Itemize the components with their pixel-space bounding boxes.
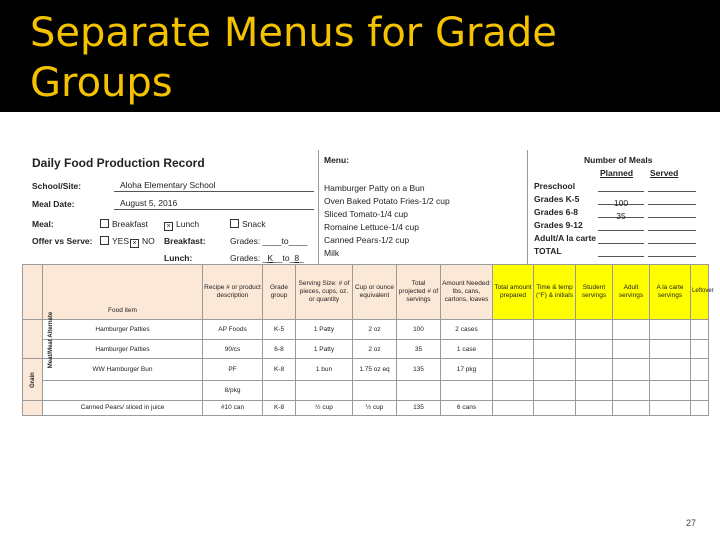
meal-count-served [648, 232, 696, 244]
meals-header: Number of Meals [584, 155, 653, 165]
lunch-grade-to: 8 [294, 253, 300, 263]
cell-recipe: #10 can [203, 400, 263, 415]
meal-count-planned [598, 232, 644, 244]
meal-count-label: Preschool [534, 181, 576, 191]
cell-food: Hamburger Patties [43, 320, 203, 340]
cell-empty [576, 400, 613, 415]
cell-empty [691, 359, 709, 381]
cell-grade: K-8 [263, 359, 296, 381]
table-row [23, 400, 709, 415]
menu-item: Canned Pears-1/2 cup [324, 235, 410, 245]
cell-cup [353, 381, 397, 401]
cell-empty [613, 381, 650, 401]
page-number: 27 [685, 518, 696, 528]
cell-total: 35 [397, 339, 441, 359]
cell-empty [650, 359, 691, 381]
cell-recipe: 90/cs [203, 339, 263, 359]
cell-empty [691, 339, 709, 359]
cell-cup: 1.75 oz eq [353, 359, 397, 381]
meal-count-planned [598, 219, 644, 231]
lunch-grades-label: Lunch: [164, 253, 193, 263]
lunch-grade-from: K [267, 253, 274, 263]
grain-side-label [23, 359, 43, 400]
meal-label: Meal: [32, 219, 54, 229]
cell-empty [534, 339, 576, 359]
production-table [22, 264, 714, 416]
ovs-yes-option [100, 236, 129, 246]
meat-side-label [23, 311, 55, 369]
cell-serving: 1 Patty [296, 339, 353, 359]
school-value: Aloha Elementary School [120, 180, 216, 190]
meal-date-label: Meal Date: [32, 199, 75, 209]
to-label: to [281, 236, 289, 246]
cell-empty [650, 339, 691, 359]
header-time-temp: Time & temp (°F) & initials [534, 265, 576, 320]
served-header: Served [650, 168, 679, 178]
cell-empty [493, 339, 534, 359]
slide-title: Separate Menus for Grade Groups [30, 10, 557, 106]
cell-empty [576, 339, 613, 359]
ovs-label: Offer vs Serve: [32, 236, 93, 246]
meal-date-field [114, 198, 314, 210]
cell-empty [493, 381, 534, 401]
fruit-side-label [23, 400, 43, 415]
cell-total: 100 [397, 320, 441, 340]
header-corner [23, 265, 43, 320]
cell-empty [534, 359, 576, 381]
lunch-option-label: Lunch [176, 219, 200, 229]
cell-total: 135 [397, 359, 441, 381]
lunch-checkbox-checked: × [164, 222, 173, 231]
menu-item: Romaine Lettuce-1/4 cup [324, 222, 419, 232]
cell-total: 135 [397, 400, 441, 415]
cell-recipe: AP Foods [203, 320, 263, 340]
planned-value: 35 [616, 211, 626, 221]
meal-count-planned [598, 193, 644, 208]
ovs-no-option [130, 236, 155, 248]
cell-serving: 1 bun [296, 359, 353, 381]
cell-empty [650, 400, 691, 415]
cell-empty [576, 381, 613, 401]
meal-count-served [648, 180, 696, 192]
meal-count-label: Adult/A la carte [534, 233, 597, 243]
meal-count-planned [598, 180, 644, 192]
header-grade-group: Grade group [263, 265, 296, 320]
header-amount-needed: Amount Needed: lbs, cans, cartons, loaves [441, 265, 493, 320]
cell-empty [691, 320, 709, 340]
cell-cup: ½ cup [353, 400, 397, 415]
table-row [23, 359, 709, 381]
table-row [23, 320, 709, 340]
meat-side-text: Meat/Meat Alternate [48, 311, 55, 369]
cell-food: WW Hamburger Bun [43, 359, 203, 381]
record-title: Daily Food Production Record [32, 156, 205, 170]
cell-amount [441, 381, 493, 401]
cell-empty [691, 381, 709, 401]
cell-amount: 17 pkg [441, 359, 493, 381]
cell-serving: ½ cup [296, 400, 353, 415]
school-label: School/Site: [32, 181, 82, 191]
header-food-item: Food item [43, 265, 203, 320]
table-header-row [23, 265, 709, 320]
header-serving-size: Serving Size: # of pieces, cups, oz. or quantity [296, 265, 353, 320]
planned-header: Planned [600, 168, 634, 178]
breakfast-grades-label: Breakfast: [164, 236, 206, 246]
cell-empty [534, 320, 576, 340]
menu-item: Milk [324, 248, 340, 258]
ovs-yes-checkbox [100, 236, 109, 245]
meals-divider [527, 150, 528, 264]
header-total-prepared: Total amount prepared [493, 265, 534, 320]
meal-count-label: TOTAL [534, 246, 562, 256]
cell-empty [650, 381, 691, 401]
cell-recipe: 8/pkg [203, 381, 263, 401]
cell-grade: 6-8 [263, 339, 296, 359]
cell-cup: 2 oz [353, 339, 397, 359]
breakfast-grades: Grades: ____to____ [230, 236, 308, 246]
ovs-yes-label: YES [112, 236, 130, 246]
meal-count-label: Grades 9-12 [534, 220, 583, 230]
to-label: to [282, 253, 290, 263]
cell-amount: 6 cans [441, 400, 493, 415]
production-record-image [22, 150, 714, 416]
meal-breakfast-option [100, 219, 148, 229]
cell-food: Canned Pears/ sliced in juice [43, 400, 203, 415]
table-row [23, 339, 709, 359]
cell-empty [613, 400, 650, 415]
menu-item: Oven Baked Potato Fries-1/2 cup [324, 196, 450, 206]
menu-item: Hamburger Patty on a Bun [324, 183, 425, 193]
header-adult-servings: Adult servings [613, 265, 650, 320]
cell-empty [691, 400, 709, 415]
school-field [114, 180, 314, 192]
cell-food [43, 381, 203, 401]
cell-empty [493, 320, 534, 340]
cell-recipe: PF [203, 359, 263, 381]
cell-food: Hamburger Patties [43, 339, 203, 359]
grain-side-text: Grain [29, 372, 36, 388]
cell-cup: 2 oz [353, 320, 397, 340]
cell-empty [493, 359, 534, 381]
cell-grade: K-8 [263, 400, 296, 415]
menu-item: Sliced Tomato-1/4 cup [324, 209, 408, 219]
header-recipe: Recipe # or product description [203, 265, 263, 320]
cell-empty [534, 381, 576, 401]
meal-count-served [648, 219, 696, 231]
header-ala-carte: A la carte servings [650, 265, 691, 320]
menu-divider [318, 150, 319, 264]
cell-amount: 2 cases [441, 320, 493, 340]
meal-lunch-option [164, 219, 199, 231]
meal-date-value: August 5, 2016 [120, 198, 178, 208]
meal-count-label: Grades K-5 [534, 194, 580, 204]
cell-grade: K-5 [263, 320, 296, 340]
meal-count-label: Grades 6-8 [534, 207, 578, 217]
meal-count-served [648, 245, 696, 257]
header-cup-oz: Cup or ounce equivalent [353, 265, 397, 320]
header-total-projected: Total projected # of servings [397, 265, 441, 320]
cell-empty [576, 359, 613, 381]
cell-empty [534, 400, 576, 415]
breakfast-option-label: Breakfast [112, 219, 148, 229]
cell-empty [576, 320, 613, 340]
snack-option-label: Snack [242, 219, 266, 229]
cell-total [397, 381, 441, 401]
snack-checkbox [230, 219, 239, 228]
meal-count-served [648, 206, 696, 218]
ovs-no-checkbox-checked: × [130, 239, 139, 248]
cell-amount: 1 case [441, 339, 493, 359]
cell-empty [493, 400, 534, 415]
meal-count-served [648, 193, 696, 205]
cell-empty [650, 320, 691, 340]
menu-label: Menu: [324, 155, 350, 165]
lunch-grades: Grades: _K__to_8_ [230, 253, 304, 263]
cell-empty [613, 320, 650, 340]
breakfast-checkbox [100, 219, 109, 228]
cell-empty [613, 359, 650, 381]
cell-serving: 1 Patty [296, 320, 353, 340]
cell-grade [263, 381, 296, 401]
meal-count-planned [598, 206, 644, 221]
cell-empty [613, 339, 650, 359]
table-row [23, 381, 709, 401]
grades-label: Grades: [230, 253, 261, 263]
meal-count-planned [598, 245, 644, 257]
ovs-no-label: NO [142, 236, 155, 246]
header-student-servings: Student servings [576, 265, 613, 320]
planned-value: 100 [613, 198, 629, 208]
cell-serving [296, 381, 353, 401]
header-leftover: Leftover [691, 265, 709, 320]
meal-snack-option [230, 219, 266, 229]
grades-label: Grades: [230, 236, 261, 246]
